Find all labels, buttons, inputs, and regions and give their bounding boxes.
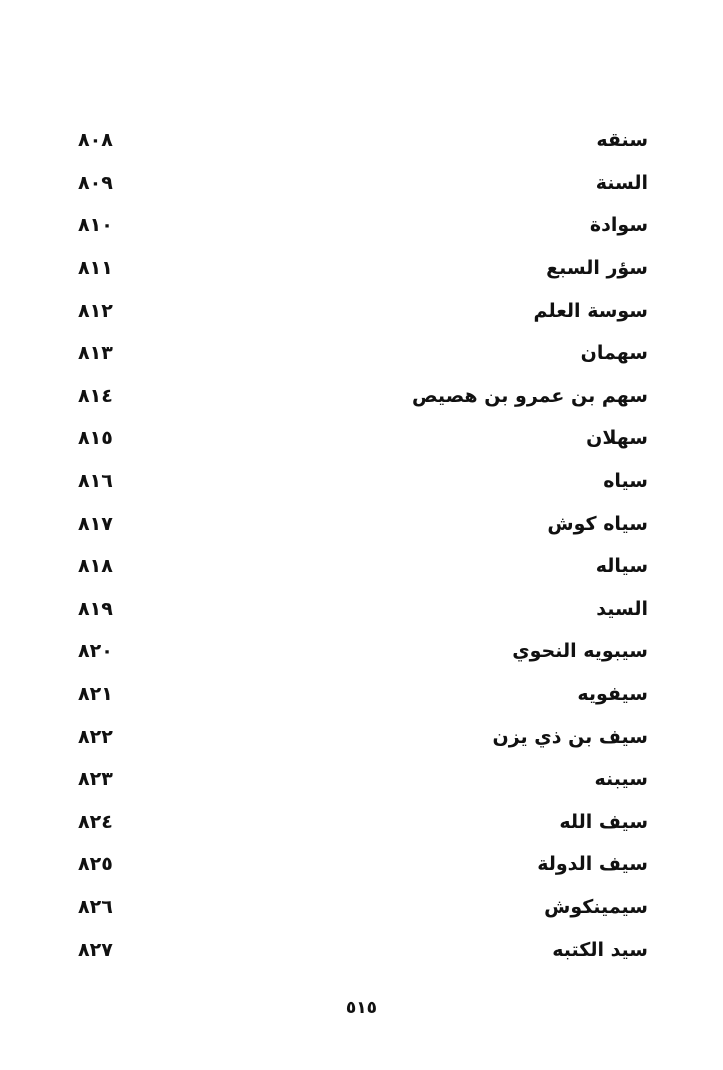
index-entry bbox=[78, 886, 648, 929]
index-entry bbox=[78, 545, 648, 588]
index-entry bbox=[78, 502, 648, 545]
entry-name: سهلان bbox=[586, 427, 648, 450]
index-entry bbox=[78, 417, 648, 460]
entry-name: سنقه bbox=[596, 129, 648, 152]
page-number: ٥١٥ bbox=[345, 998, 378, 1018]
entry-name: سيف بن ذي يزن bbox=[492, 725, 648, 748]
entry-page-number: ٨١٦ bbox=[78, 470, 113, 493]
index-entry bbox=[78, 247, 648, 290]
entry-page-number: ٨٢٠ bbox=[78, 640, 113, 663]
entry-page-number: ٨١٩ bbox=[78, 597, 113, 620]
entry-name: سؤر السبع bbox=[546, 257, 648, 280]
entry-page-number: ٨١٧ bbox=[78, 512, 113, 535]
index-entry bbox=[78, 332, 648, 375]
entry-page-number: ٨١٢ bbox=[78, 299, 113, 322]
entry-page-number: ٨١٨ bbox=[78, 555, 113, 578]
entry-page-number: ٨١٣ bbox=[78, 342, 113, 365]
index-entry bbox=[78, 843, 648, 886]
index-entry bbox=[78, 630, 648, 673]
index-entry bbox=[78, 204, 648, 247]
index-entry bbox=[78, 928, 648, 971]
index-entry bbox=[78, 673, 648, 716]
entry-page-number: ٨٢٥ bbox=[78, 853, 113, 876]
entry-name: السيد bbox=[596, 597, 648, 620]
entry-page-number: ٨٢٤ bbox=[78, 810, 113, 833]
index-entry bbox=[78, 588, 648, 631]
entry-page-number: ٨٢١ bbox=[78, 683, 113, 706]
index-entry bbox=[78, 375, 648, 418]
entry-name: سهمان bbox=[580, 342, 648, 365]
entry-page-number: ٨٢٦ bbox=[78, 895, 113, 918]
index-entry bbox=[78, 801, 648, 844]
entry-name: سيمينكوش bbox=[544, 895, 648, 918]
index-entry bbox=[78, 119, 648, 162]
entry-name: سيف الدولة bbox=[537, 853, 648, 876]
entry-name: سياله bbox=[595, 555, 648, 578]
entry-name: سياه كوش bbox=[547, 512, 648, 535]
index-list bbox=[78, 119, 648, 971]
entry-name: السنة bbox=[595, 171, 648, 194]
entry-page-number: ٨٢٢ bbox=[78, 725, 113, 748]
index-entry bbox=[78, 162, 648, 205]
entry-name: سوادة bbox=[589, 214, 648, 237]
entry-name: سياه bbox=[603, 470, 648, 493]
index-entry bbox=[78, 460, 648, 503]
entry-name: سيف الله bbox=[559, 810, 648, 833]
entry-name: سوسة العلم bbox=[533, 299, 648, 322]
entry-page-number: ٨١٤ bbox=[78, 384, 113, 407]
entry-name: سهم بن عمرو بن هصيص bbox=[412, 384, 648, 407]
entry-name: سيبويه النحوي bbox=[512, 640, 648, 663]
entry-name: سيد الكتبه bbox=[552, 938, 648, 961]
entry-page-number: ٨٠٩ bbox=[78, 171, 113, 194]
entry-page-number: ٨١٥ bbox=[78, 427, 113, 450]
index-entry bbox=[78, 289, 648, 332]
index-entry bbox=[78, 758, 648, 801]
entry-page-number: ٨١٠ bbox=[78, 214, 113, 237]
index-entry bbox=[78, 715, 648, 758]
entry-page-number: ٨٠٨ bbox=[78, 129, 113, 152]
entry-name: سيبنه bbox=[594, 768, 648, 791]
entry-page-number: ٨٢٧ bbox=[78, 938, 113, 961]
entry-page-number: ٨١١ bbox=[78, 257, 113, 280]
entry-page-number: ٨٢٣ bbox=[78, 768, 113, 791]
entry-name: سيفويه bbox=[577, 683, 648, 706]
